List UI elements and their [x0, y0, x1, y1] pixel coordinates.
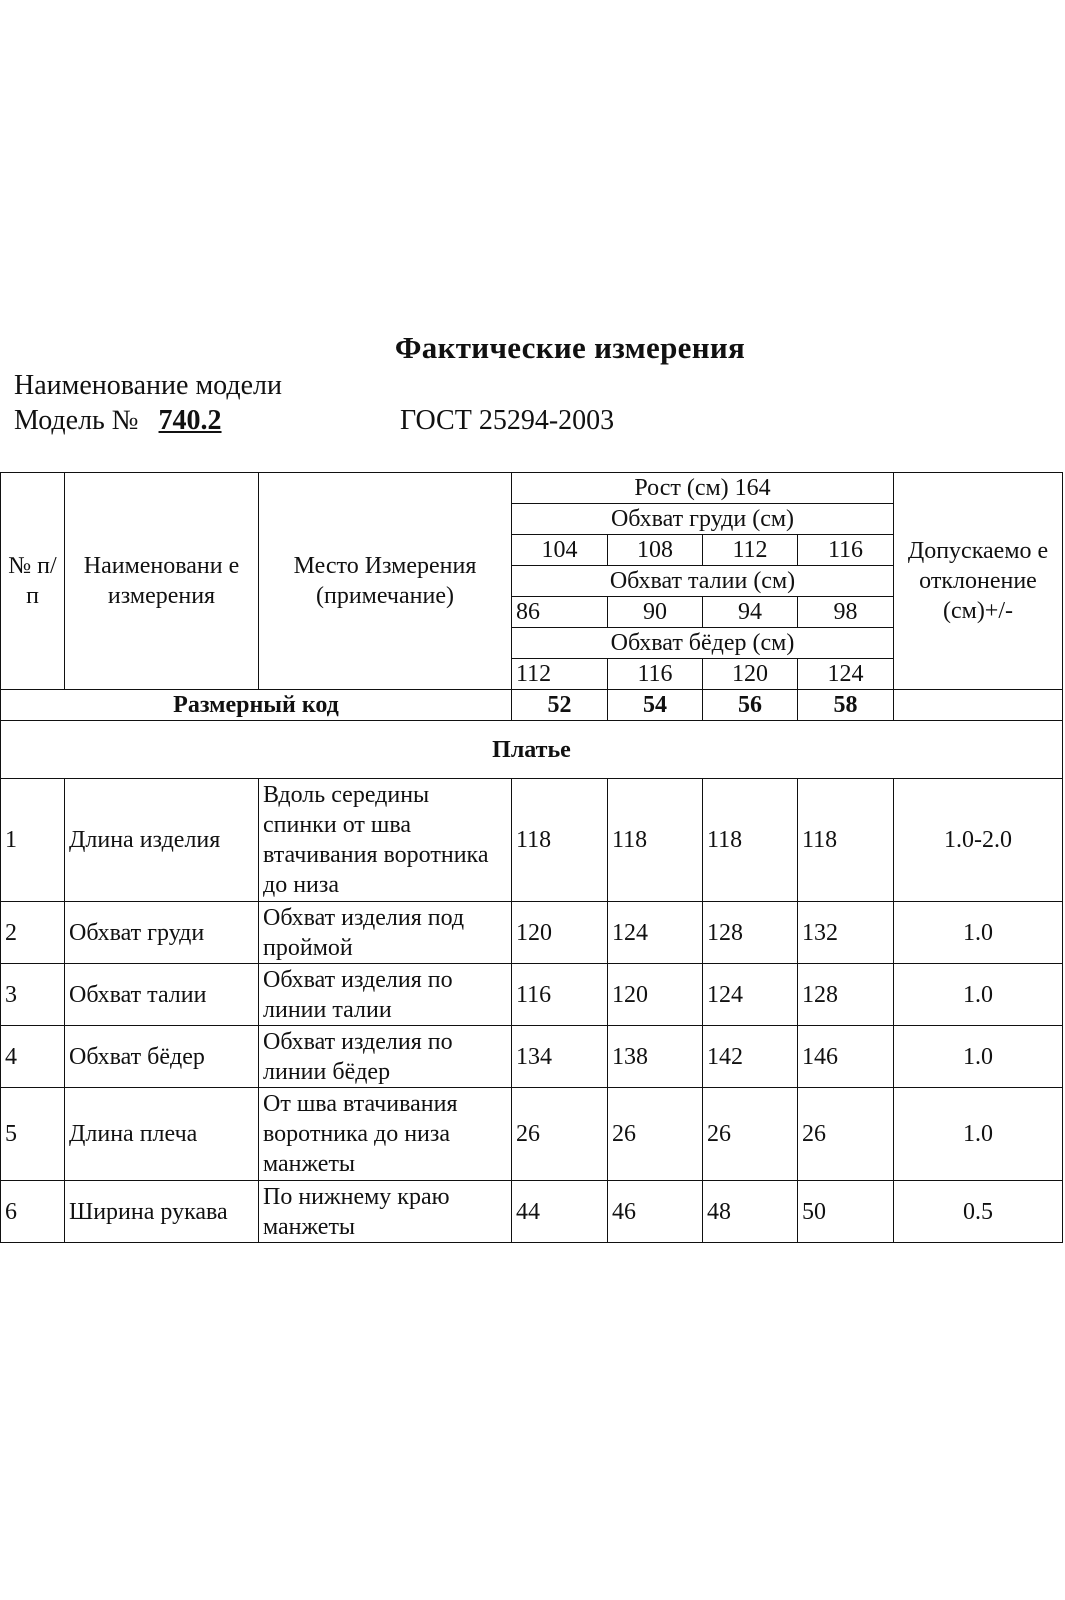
row-value: 142	[703, 1026, 798, 1088]
row-value: 132	[798, 902, 894, 964]
row-value: 120	[608, 964, 703, 1026]
row-value: 46	[608, 1181, 703, 1243]
model-name-label: Наименование модели	[14, 370, 282, 401]
table-row	[1, 1088, 1063, 1181]
row-place: По нижнему краю манжеты	[259, 1181, 512, 1243]
row-value: 138	[608, 1026, 703, 1088]
header-chest-value: 104	[512, 535, 608, 566]
header-tolerance-col: Допускаемо е отклонение (см)+/-	[894, 473, 1063, 690]
table-row	[1, 779, 1063, 902]
model-number-label: Модель №	[14, 405, 139, 436]
row-value: 116	[512, 964, 608, 1026]
row-value: 124	[703, 964, 798, 1026]
row-tolerance: 1.0	[894, 964, 1063, 1026]
row-num: 6	[1, 1181, 65, 1243]
row-value: 26	[512, 1088, 608, 1181]
header-waist-label: Обхват талии (см)	[512, 566, 894, 597]
row-value: 146	[798, 1026, 894, 1088]
header-place-col: Место Измерения (примечание)	[259, 473, 512, 690]
document-title: Фактические измерения	[394, 330, 746, 365]
header-chest-label: Обхват груди (см)	[512, 504, 894, 535]
row-num: 3	[1, 964, 65, 1026]
row-name: Ширина рукава	[65, 1181, 259, 1243]
size-code-blank	[894, 690, 1063, 721]
row-value: 118	[608, 779, 703, 902]
row-value: 26	[703, 1088, 798, 1181]
header-name-col: Наименовани е измерения	[65, 473, 259, 690]
header-hips-value: 116	[608, 659, 703, 690]
gost-standard: ГОСТ 25294-2003	[400, 405, 615, 436]
row-place: Обхват изделия по линии талии	[259, 964, 512, 1026]
size-code: 54	[608, 690, 703, 721]
row-num: 1	[1, 779, 65, 902]
row-value: 128	[703, 902, 798, 964]
size-code: 52	[512, 690, 608, 721]
row-value: 50	[798, 1181, 894, 1243]
row-name: Обхват груди	[65, 902, 259, 964]
size-code-label: Размерный код	[1, 690, 512, 721]
row-value: 118	[512, 779, 608, 902]
row-tolerance: 0.5	[894, 1181, 1063, 1243]
row-tolerance: 1.0	[894, 1088, 1063, 1181]
row-value: 128	[798, 964, 894, 1026]
header-chest-value: 108	[608, 535, 703, 566]
row-place: Обхват изделия под проймой	[259, 902, 512, 964]
size-code: 58	[798, 690, 894, 721]
row-name: Обхват бёдер	[65, 1026, 259, 1088]
header-waist-value: 94	[703, 597, 798, 628]
row-tolerance: 1.0	[894, 902, 1063, 964]
table-row	[1, 964, 1063, 1026]
header-height: Рост (см) 164	[512, 473, 894, 504]
header-hips-value: 124	[798, 659, 894, 690]
row-value: 48	[703, 1181, 798, 1243]
header-chest-value: 112	[703, 535, 798, 566]
row-place: Обхват изделия по линии бёдер	[259, 1026, 512, 1088]
table-row	[1, 1026, 1063, 1088]
row-value: 124	[608, 902, 703, 964]
row-name: Длина плеча	[65, 1088, 259, 1181]
header-num-col: № п/п	[1, 473, 65, 690]
row-value: 26	[608, 1088, 703, 1181]
row-value: 134	[512, 1026, 608, 1088]
row-value: 44	[512, 1181, 608, 1243]
row-value: 120	[512, 902, 608, 964]
row-value: 26	[798, 1088, 894, 1181]
row-tolerance: 1.0-2.0	[894, 779, 1063, 902]
header-chest-value: 116	[798, 535, 894, 566]
section-label: Платье	[1, 721, 1063, 779]
table-row	[1, 1181, 1063, 1243]
row-place: Вдоль середины спинки от шва втачивания воротника до низа	[259, 779, 512, 902]
row-num: 4	[1, 1026, 65, 1088]
row-place: От шва втачивания воротника до низа манжеты	[259, 1088, 512, 1181]
header-waist-value: 86	[512, 597, 608, 628]
model-number-value: 740.2	[158, 405, 222, 436]
header-hips-value: 120	[703, 659, 798, 690]
row-value: 118	[798, 779, 894, 902]
row-name: Длина изделия	[65, 779, 259, 902]
row-num: 2	[1, 902, 65, 964]
row-value: 118	[703, 779, 798, 902]
table-row	[1, 902, 1063, 964]
header-hips-label: Обхват бёдер (см)	[512, 628, 894, 659]
row-name: Обхват талии	[65, 964, 259, 1026]
model-number-line	[14, 405, 235, 437]
measurements-table	[0, 472, 1063, 1243]
size-code: 56	[703, 690, 798, 721]
header-hips-value: 112	[512, 659, 608, 690]
row-tolerance: 1.0	[894, 1026, 1063, 1088]
header-waist-value: 90	[608, 597, 703, 628]
header-waist-value: 98	[798, 597, 894, 628]
row-num: 5	[1, 1088, 65, 1181]
